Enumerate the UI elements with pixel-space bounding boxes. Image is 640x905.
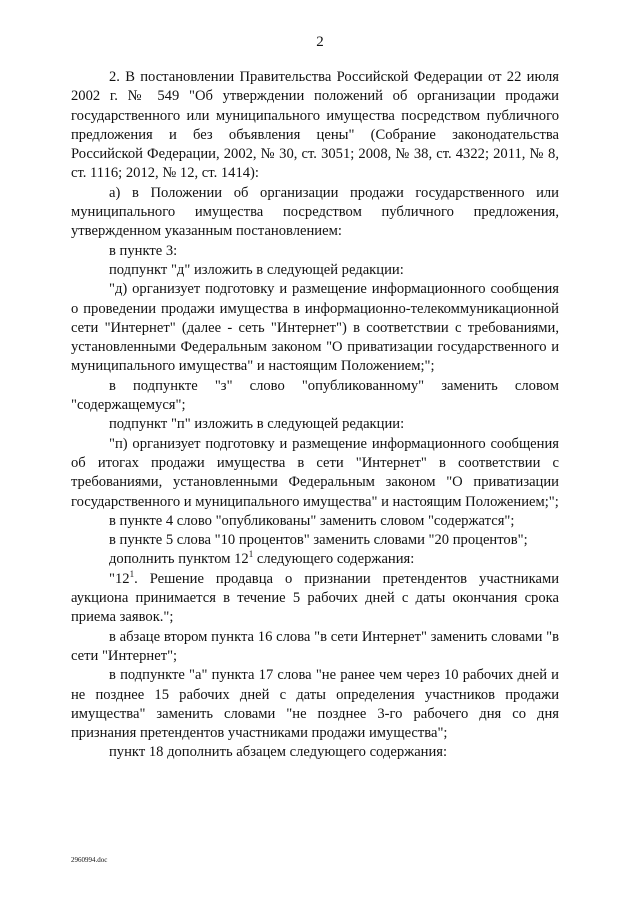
paragraph-2: а) в Положении об организации продажи государственного или муниципального имущества посредством публичного предложения, утвержденном указанным постановлением: (71, 184, 559, 240)
paragraph-5: "д) организует подготовку и размещение информационного сообщения о проведении продажи имущества в информационно-телекоммуникационной сети "Интернет" (далее - сеть "Интернет") в соответствии с требованиями, установленными Федеральным законом "О приватизации государственного и муниципального имущества" и настоящим Положением;"; (71, 281, 559, 375)
paragraph-6: в подпункте "з" слово "опубликованному" заменить словом "содержащемуся"; (71, 377, 559, 414)
document-body (71, 68, 559, 763)
paragraph-8: "п) организует подготовку и размещение информационного сообщения об итогах продажи имущества в сети "Интернет" в соответствии с требованиями, установленными Федеральным законом "О приватизации государственного и муниципального имущества" и настоящим Положением;"; (71, 435, 559, 510)
paragraph-11 (71, 550, 559, 569)
paragraph-15: пункт 18 дополнить абзацем следующего содержания: (109, 744, 448, 761)
paragraph-11-text-end: следующего содержания: (253, 551, 415, 568)
paragraph-12-text: "12 (109, 570, 130, 587)
paragraph-9: в пункте 4 слово "опубликованы" заменить словом "содержатся"; (109, 512, 515, 529)
paragraph-3: в пункте 3: (109, 242, 178, 259)
superscript-2: 1 (129, 568, 135, 579)
paragraph-12 (71, 570, 559, 628)
paragraph-10: в пункте 5 слова "10 процентов" заменить словами "20 процентов"; (109, 532, 528, 549)
page-number: 2 (316, 34, 324, 50)
superscript-1: 1 (248, 549, 254, 560)
paragraph-12-text-end: . Решение продавца о признании претендентов участниками аукциона принимается в течение 5 рабочих дней с даты окончания срока приема заявок."; (71, 570, 559, 626)
paragraph-7: подпункт "п" изложить в следующей редакции: (109, 416, 405, 433)
paragraph-11-text: дополнить пунктом 12 (109, 551, 249, 568)
paragraph-13: в абзаце втором пункта 16 слова "в сети Интернет" заменить словами "в сети "Интернет"; (71, 628, 559, 664)
paragraph-1: 2. В постановлении Правительства Российской Федерации от 22 июля 2002 г. № 549 "Об утверждении положений об организации продажи государственного или муниципального имущества посредством публичного предложения и без объявления цены" (Собрание законодательства Российской Федерации, 2002, № 30, ст. 3051; 2008, № 38, ст. 4322; 2011, № 8, ст. 1116; 2012, № 12, ст. 1414): (71, 69, 559, 182)
paragraph-14: в подпункте "а" пункта 17 слова "не ранее чем через 10 рабочих дней и не позднее 15 рабочих дней с даты определения участников продажи имущества" заменить словами "не позднее 3-го рабочего дня со дня признания претендентов участниками продажи имущества"; (71, 667, 559, 742)
paragraph-4: подпункт "д" изложить в следующей редакции: (109, 261, 404, 278)
footer-filename: 2960994.doc (71, 856, 108, 864)
